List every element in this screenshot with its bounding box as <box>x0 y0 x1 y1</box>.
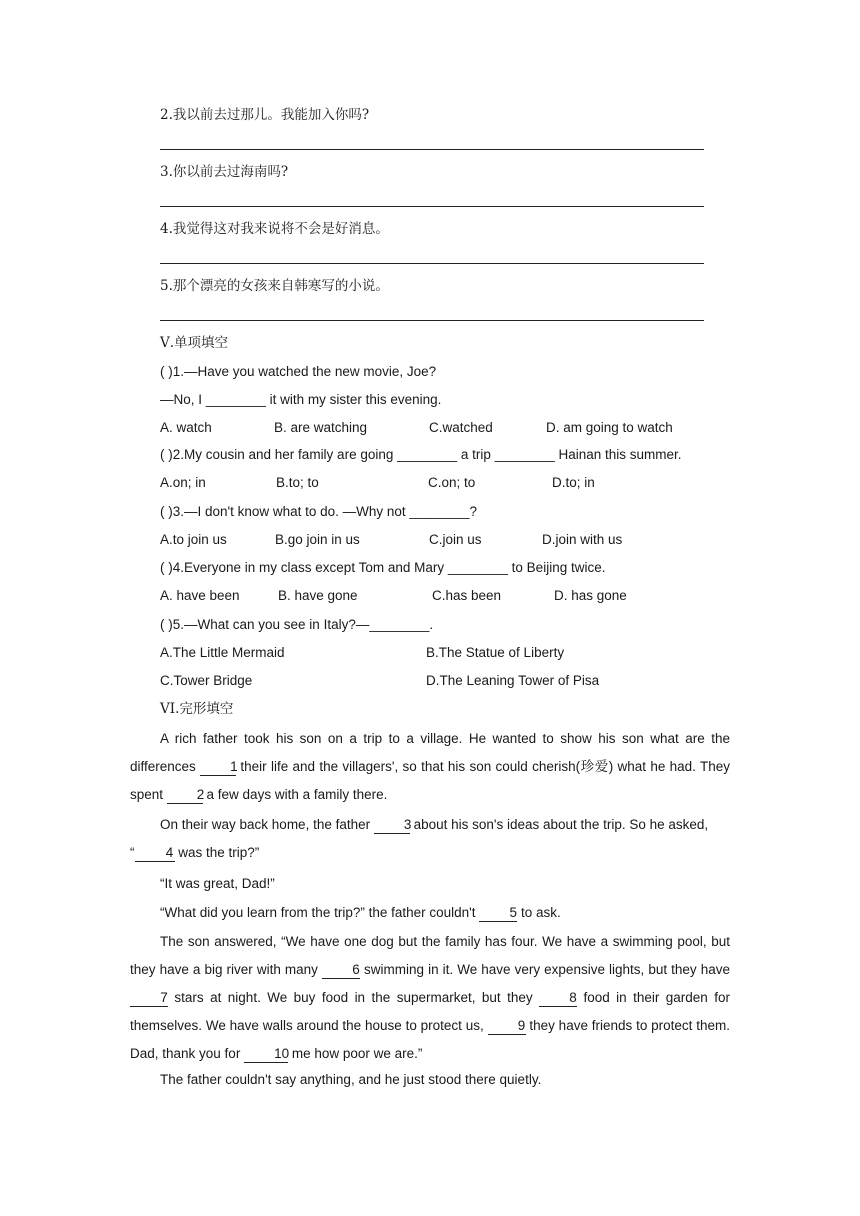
option-a[interactable]: A.on; in <box>160 475 206 490</box>
section-heading: Ⅴ.单项填空 <box>160 335 229 351</box>
question-3-stem: ( )3.—I don't know what to do. —Why not ________? <box>160 504 478 519</box>
option-a[interactable]: A. have been <box>160 588 240 603</box>
answer-line[interactable] <box>160 320 704 321</box>
translation-item-4: 4.我觉得这对我来说将不会是好消息。 <box>160 221 389 237</box>
option-c[interactable]: C.watched <box>429 420 493 435</box>
option-d[interactable]: D.join with us <box>542 532 623 547</box>
cloze-blank[interactable]: 9 <box>488 1018 526 1035</box>
question-5-stem: ( )5.—What can you see in Italy?—________. <box>160 617 434 632</box>
cloze-paragraph: “What did you learn from the trip?” the father couldn't 5 to ask. <box>160 905 561 920</box>
option-b[interactable]: B. have gone <box>278 588 358 603</box>
option-a[interactable]: A.The Little Mermaid <box>160 645 285 660</box>
option-c[interactable]: C.Tower Bridge <box>160 673 253 688</box>
cloze-blank[interactable]: 7 <box>130 990 168 1007</box>
option-a[interactable]: A.to join us <box>160 532 227 547</box>
question-4-stem: ( )4.Everyone in my class except Tom and Mary ________ to Beijing twice. <box>160 560 606 575</box>
answer-line[interactable] <box>160 263 704 264</box>
cloze-blank[interactable]: 3 <box>374 817 410 834</box>
cloze-blank[interactable]: 4 <box>135 845 175 862</box>
option-d[interactable]: D.to; in <box>552 475 595 490</box>
cloze-paragraph: The father couldn't say anything, and he just stood there quietly. <box>160 1072 542 1087</box>
translation-item-5: 5.那个漂亮的女孩来自韩寒写的小说。 <box>160 278 389 294</box>
cloze-blank[interactable]: 6 <box>322 962 360 979</box>
option-b[interactable]: B.to; to <box>276 475 319 490</box>
option-c[interactable]: C.on; to <box>428 475 476 490</box>
cloze-paragraph: On their way back home, the father 3 about his son's ideas about the trip. So he asked, “ 4 was the trip?” <box>130 817 709 860</box>
cloze-blank[interactable]: 10 <box>244 1046 288 1063</box>
option-b[interactable]: B.The Statue of Liberty <box>426 645 565 660</box>
option-b[interactable]: B. are watching <box>274 420 368 435</box>
option-d[interactable]: D.The Leaning Tower of Pisa <box>426 673 600 688</box>
section-heading: VI.完形填空 <box>160 701 234 717</box>
cloze-paragraph: The son answered, “We have one dog but the family has four. We have a swimming pool, but they have a big river with many 6 swimming in it. We have very expensive lights, but they have 7 stars at night. We buy food in the supermarket, but they 8 food in their garden for themselves. We have walls around the house to protect us, 9 they have friends to protect them. Dad, thank you for 10 me how poor we are.” <box>130 934 731 1061</box>
option-c[interactable]: C.has been <box>432 588 502 603</box>
question-2-stem: ( )2.My cousin and her family are going ________ a trip ________ Hainan this summer. <box>160 447 682 462</box>
answer-line[interactable] <box>160 149 704 150</box>
cloze-paragraph: “It was great, Dad!” <box>160 876 275 891</box>
option-c[interactable]: C.join us <box>429 532 482 547</box>
option-d[interactable]: D. am going to watch <box>546 420 673 435</box>
question-1-stem: ( )1.—Have you watched the new movie, Joe? <box>160 364 437 379</box>
cloze-blank[interactable]: 2 <box>167 787 203 804</box>
option-a[interactable]: A. watch <box>160 420 212 435</box>
translation-item-3: 3.你以前去过海南吗? <box>160 164 289 180</box>
option-d[interactable]: D. has gone <box>554 588 627 603</box>
cloze-blank[interactable]: 1 <box>200 759 236 776</box>
question-1-response: —No, I ________ it with my sister this evening. <box>160 392 442 407</box>
translation-item-2: 2.我以前去过那儿。我能加入你吗? <box>160 107 370 123</box>
option-b[interactable]: B.go join in us <box>275 532 360 547</box>
cloze-paragraph: A rich father took his son on a trip to a village. He wanted to show his son what are the differences 1 their life and the villagers', so that his son could cherish(珍爱) what he had. They spent 2 a few days with a family there. <box>130 731 730 802</box>
cloze-blank[interactable]: 5 <box>479 905 517 922</box>
cloze-blank[interactable]: 8 <box>539 990 577 1007</box>
answer-line[interactable] <box>160 206 704 207</box>
